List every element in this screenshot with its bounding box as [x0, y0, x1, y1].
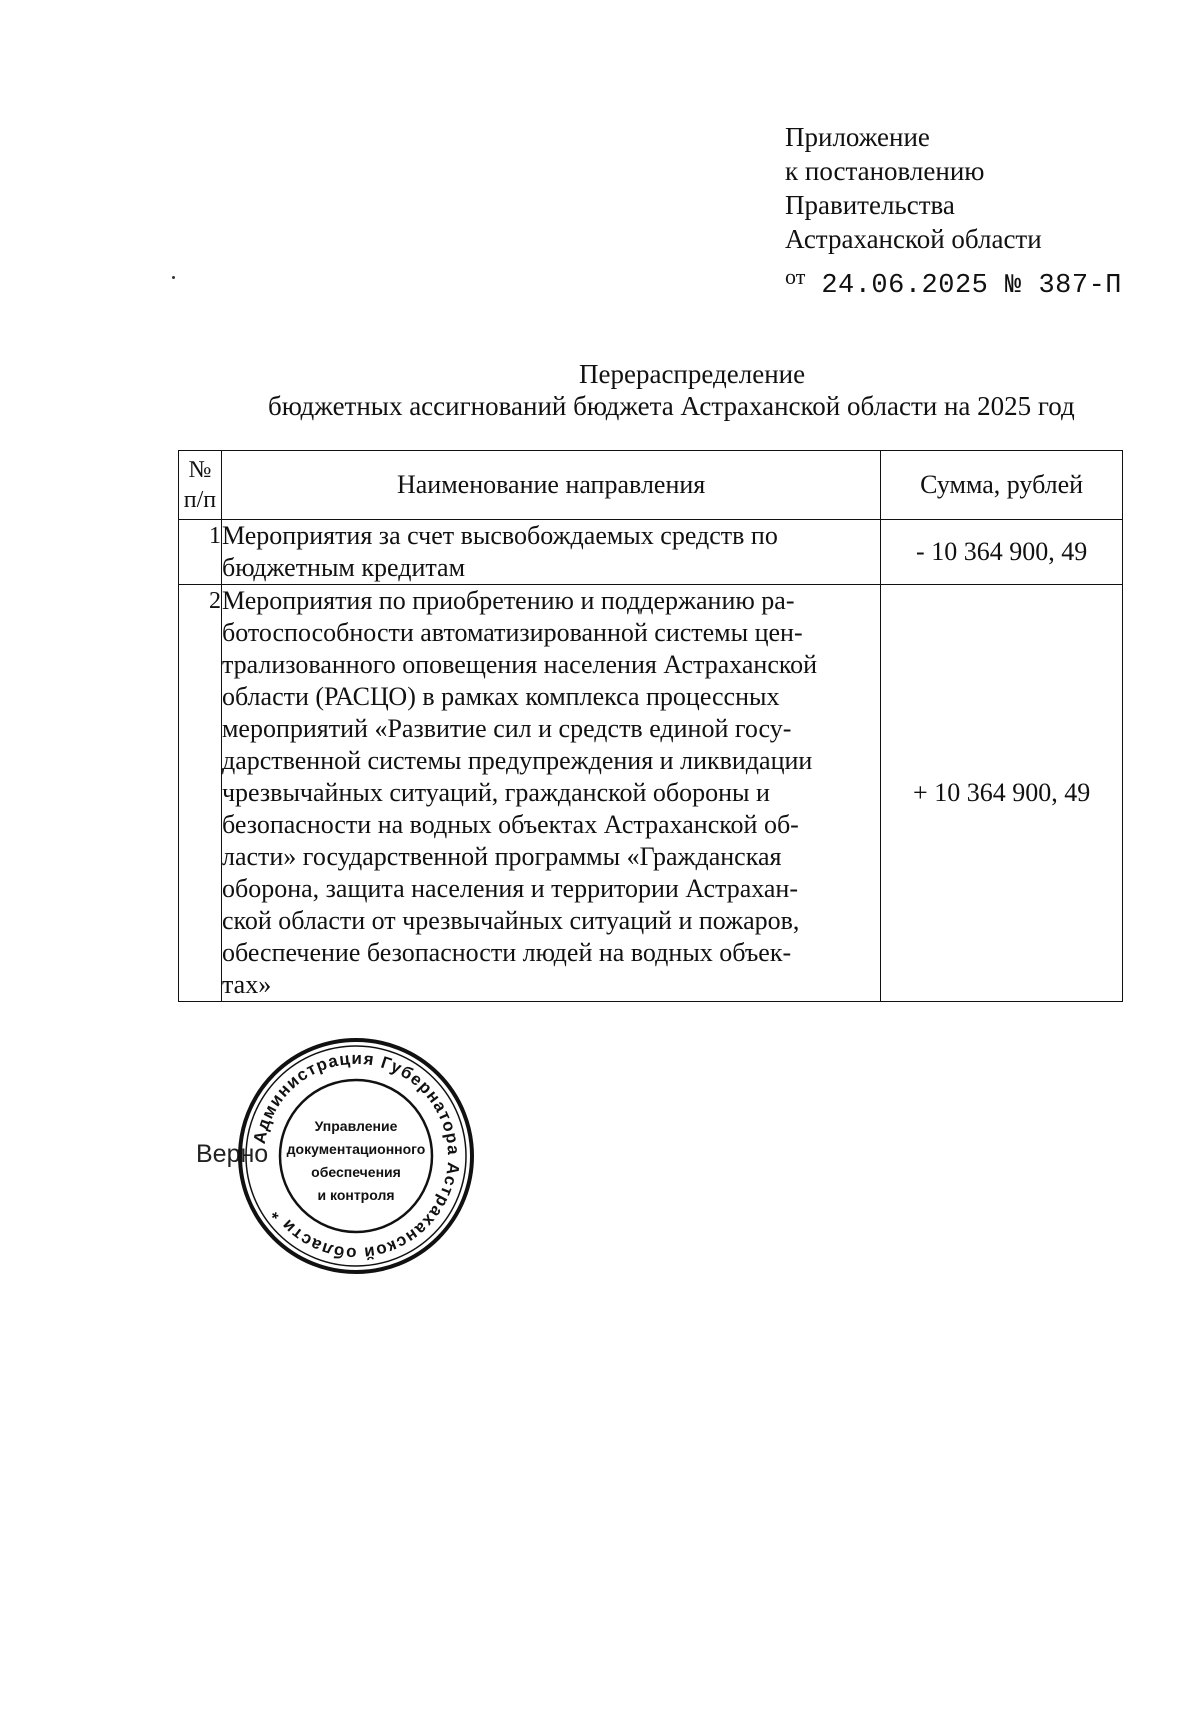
seal-graphic: [236, 1036, 476, 1276]
appendix-line-2: к постановлению: [785, 156, 985, 186]
row-description-line: тах»: [221, 970, 272, 999]
row-description-line: мероприятий «Развитие сил и средств единой госу-: [221, 714, 792, 743]
row-description: [221, 520, 880, 585]
appendix-line-3: Правительства: [785, 190, 955, 220]
row-description-line: ласти» государственной программы «Гражданская: [221, 842, 782, 871]
seal-center-line-3: обеспечения: [311, 1164, 401, 1180]
row-description: [221, 585, 880, 1002]
redistribution-table: [178, 450, 1123, 1002]
row-description-line: области (РАСЦО) в рамках комплекса процессных: [221, 682, 780, 711]
row-description-line: дарственной системы предупреждения и ликвидации: [221, 746, 813, 775]
header-num-line-2: п/п: [183, 487, 217, 513]
appendix-date-line: [785, 260, 1122, 303]
row-description-line: безопасности на водных объектах Астраханской об-: [221, 810, 799, 839]
title-line-1: Перераспределение: [579, 359, 806, 389]
header-name: Наименование направления: [221, 451, 880, 520]
appendix-line-4: Астраханской области: [785, 224, 1042, 254]
row-index: 2: [179, 585, 222, 1002]
row-description-line: Мероприятия за счет высвобождаемых средств по: [221, 521, 778, 550]
seal-ring-textpath: Администрация Губернатора Астраханской области *: [249, 1048, 464, 1264]
row-description-line: оборона, защита населения и территории Астрахан-: [221, 874, 799, 903]
appendix-line-1: Приложение: [785, 122, 930, 152]
table-header-row: [179, 451, 1123, 520]
row-description-line: чрезвычайных ситуаций, гражданской обороны и: [221, 778, 770, 807]
row-description-line: Мероприятия по приобретению и поддержанию ра-: [221, 586, 795, 615]
appendix-block: [785, 120, 1122, 303]
row-description-line: обеспечение безопасности людей на водных объек-: [221, 938, 792, 967]
row-description-line: трализованного оповещения населения Астраханской: [221, 650, 818, 679]
seal-center-line-1: Управление: [314, 1118, 398, 1134]
header-num: [179, 451, 222, 520]
appendix-ot: от: [785, 264, 806, 289]
verno-mark: Верно: [196, 1140, 269, 1168]
header-num-line-1: №: [188, 457, 212, 483]
seal-center-line-2: документационного: [286, 1141, 426, 1157]
row-description-line: бюджетным кредитам: [221, 553, 466, 582]
table-row: [179, 585, 1123, 1002]
header-sum: Сумма, рублей: [881, 451, 1123, 520]
title-line-2: бюджетных ассигнований бюджета Астраханской области на 2025 год: [268, 391, 1075, 421]
table-body: [179, 520, 1123, 1002]
row-description-line: ботоспособности автоматизированной системы цен-: [221, 618, 803, 647]
row-amount: + 10 364 900, 49: [881, 585, 1123, 1002]
scan-dot: [172, 276, 175, 279]
row-description-line: ской области от чрезвычайных ситуаций и пожаров,: [221, 906, 800, 935]
row-amount: - 10 364 900, 49: [881, 520, 1123, 585]
seal-center-line-4: и контроля: [317, 1187, 395, 1203]
appendix-date-number: 24.06.2025 № 387-П: [821, 271, 1122, 301]
row-index: 1: [179, 520, 222, 585]
official-seal: [236, 1036, 476, 1276]
table-row: [179, 520, 1123, 585]
